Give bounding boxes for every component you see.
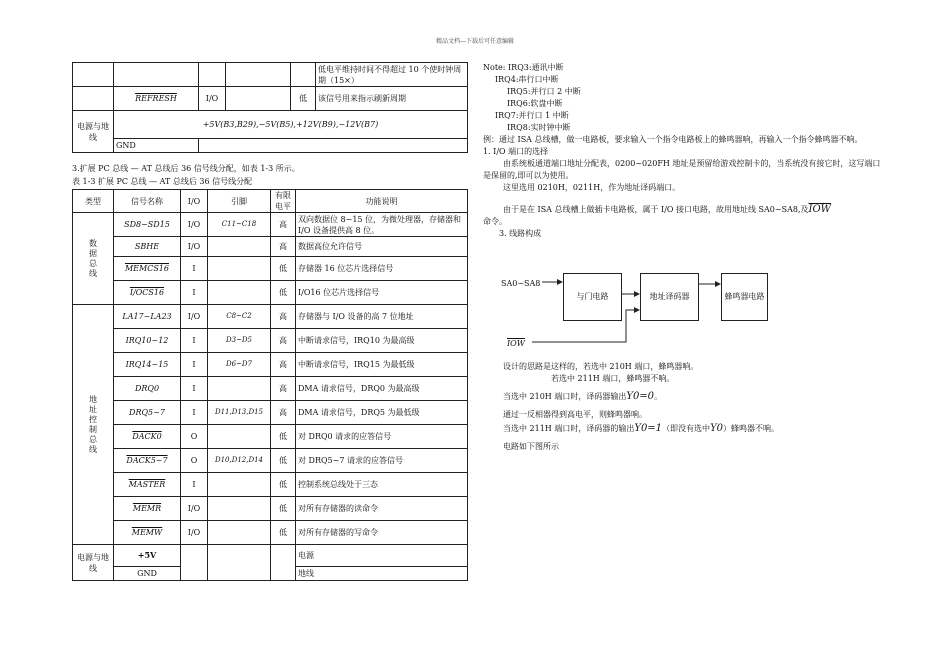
- signal-io: I/O: [181, 237, 208, 257]
- table-row: [73, 237, 468, 257]
- table-row: [73, 377, 468, 401]
- signal-pin: [208, 237, 271, 257]
- table-row: [73, 329, 468, 353]
- table-row: [73, 305, 468, 329]
- signal-desc: 数据高位允许信号: [296, 237, 468, 257]
- signal-io: I: [181, 473, 208, 497]
- signal-desc: 对所有存储器的读命令: [296, 497, 468, 521]
- signal-desc: 存储器 16 位芯片选择信号: [296, 257, 468, 281]
- signal-level: 低: [271, 521, 296, 545]
- design-6: 电路如下图所示: [503, 442, 559, 451]
- sig-gnd: GND: [114, 567, 181, 581]
- group-power: 电源与地线: [73, 545, 114, 581]
- signal-level: 高: [271, 377, 296, 401]
- signal-io: O: [181, 425, 208, 449]
- note-irq7: IRQ7:并行口 1 中断: [495, 111, 569, 120]
- signal-io: I: [181, 329, 208, 353]
- signal-io: I: [181, 401, 208, 425]
- signal-level: 低: [271, 257, 296, 281]
- signal-pin: D10,D12,D14: [208, 449, 271, 473]
- signal-level: 低: [271, 425, 296, 449]
- desc-gnd: 地线: [296, 567, 468, 581]
- y0-ref: Y0: [710, 423, 724, 434]
- th-signal: 信号名称: [114, 190, 181, 213]
- signal-level: 低: [271, 281, 296, 305]
- signal-level: 高: [271, 305, 296, 329]
- signal-desc: 对 DRQ0 请求的应答信号: [296, 425, 468, 449]
- table-row: [73, 521, 468, 545]
- signal-level: 高: [271, 329, 296, 353]
- signal-io: I/O: [181, 305, 208, 329]
- table-row: [73, 281, 468, 305]
- design-5-end: ）蜂鸣器不响。: [723, 424, 780, 433]
- section-3-circuit: 3. 线路构成: [499, 229, 542, 238]
- signal-name: MASTER: [114, 473, 181, 497]
- table-row: [73, 213, 468, 237]
- section-1-title: 1. I/O 端口的选择: [483, 147, 549, 156]
- signal-name: DACK5~7: [114, 449, 181, 473]
- signal-desc: 双向数据位 8~15 位，为微处理器，存储器和 I/O 设备提供高 8 位。: [296, 213, 468, 237]
- design-description: [503, 361, 893, 453]
- signal-desc: 中断请求信号，IRQ15 为最低级: [296, 353, 468, 377]
- table-row: [73, 353, 468, 377]
- section-3-title: 3.扩展 PC 总线 — AT 总线后 36 信号线分配，如表 1-3 所示。: [72, 164, 300, 173]
- signal-pin: [208, 377, 271, 401]
- top-table: [72, 62, 468, 153]
- signal-io: I: [181, 257, 208, 281]
- signal-desc: 控制系统总线处于三态: [296, 473, 468, 497]
- signal-io: I: [181, 377, 208, 401]
- signal-io: I/O: [181, 497, 208, 521]
- note-irq3: Note: IRQ3:通讯中断: [483, 63, 564, 72]
- signal-io: I: [181, 281, 208, 305]
- para-3: 由于是在 ISA 总线槽上做插卡电路板，属于 I/O 接口电路，故用地址线 SA0~SA8,及: [503, 205, 809, 214]
- th-io: I/O: [181, 190, 208, 213]
- signal-level: 高: [271, 401, 296, 425]
- io-cell: I/O: [199, 87, 226, 111]
- signal-pin: [208, 497, 271, 521]
- power-label: 电源与地线: [73, 111, 114, 153]
- signal-pin: [208, 521, 271, 545]
- signal-pin: [208, 281, 271, 305]
- table-row: [73, 257, 468, 281]
- page-header: 精品文档---下载后可任意编辑: [435, 38, 515, 45]
- signal-pin: C8~C2: [208, 305, 271, 329]
- th-level: 有限电平: [271, 190, 296, 213]
- diagram-iow-label: $\overline{IOW}$: [507, 339, 525, 348]
- y0-eq-0: Y0=0: [626, 391, 655, 402]
- signal-name: SBHE: [114, 237, 181, 257]
- th-desc: 功能说明: [296, 190, 468, 213]
- signal-refresh: REFRESH: [114, 87, 199, 111]
- signal-name: IRQ14~15: [114, 353, 181, 377]
- signal-pin: D11,D13,D15: [208, 401, 271, 425]
- para-3-tail: 命令。: [483, 217, 507, 226]
- signal-table: [72, 189, 468, 581]
- th-pin: 引脚: [208, 190, 271, 213]
- table-row: [73, 473, 468, 497]
- note-irq5: IRQ5:并行口 2 中断: [507, 87, 581, 96]
- desc-power: 电源: [296, 545, 468, 567]
- design-3-end: 。: [654, 392, 663, 401]
- signal-io: I: [181, 353, 208, 377]
- signal-level: 高: [271, 353, 296, 377]
- signal-name: MEMR: [114, 497, 181, 521]
- example-text: 例：通过 ISA 总线槽，做一电路板，要求输入一个指令电路板上的蜂鸣器响，再输入一个指令蜂鸣器不响。: [483, 135, 863, 144]
- y0-eq-1: Y0=1: [634, 423, 663, 434]
- design-4: 通过一反相器得到高电平，则蜂鸣器响。: [503, 410, 647, 419]
- signal-desc: DMA 请求信号，DRQ5 为最低级: [296, 401, 468, 425]
- signal-pin: [208, 473, 271, 497]
- signal-io: I/O: [181, 213, 208, 237]
- signal-name: SD8~SD15: [114, 213, 181, 237]
- table-row: [73, 497, 468, 521]
- signal-desc: 对 DRQ5~7 请求的应答信号: [296, 449, 468, 473]
- design-1: 设计的思路是这样的，若选中 210H 端口，蜂鸣器响。: [503, 362, 699, 371]
- signal-pin: D3~D5: [208, 329, 271, 353]
- diagram-input-label: SA0~SA8: [501, 279, 541, 288]
- power-value: +5V(B3,B29),−5V(B5),+12V(B9),−12V(B7): [114, 111, 468, 139]
- signal-desc: 存储器与 I/O 设备的高 7 位地址: [296, 305, 468, 329]
- para-1: 由系统板通道端口地址分配表，0200~020FH 地址是预留给游戏控制卡的，当系统没有接它时，这写端口是保留的,即可以为使用。: [483, 159, 881, 180]
- table-row: [73, 401, 468, 425]
- signal-name: DACK0: [114, 425, 181, 449]
- design-5: 当选中 211H 端口时，译码器的输出: [503, 424, 635, 433]
- signal-name: DRQ5~7: [114, 401, 181, 425]
- signal-pin: [208, 257, 271, 281]
- gnd-cell: GND: [114, 139, 199, 153]
- table-caption: 表 1-3 扩展 PC 总线 — AT 总线后 36 信号线分配: [72, 177, 253, 186]
- signal-desc: DMA 请求信号，DRQ0 为最高级: [296, 377, 468, 401]
- desc-cell: 该信号用来指示刷新周期: [316, 87, 468, 111]
- refresh-desc-cont: 低电平维持时间不得超过 10 个使时钟周期（15×）: [316, 63, 468, 87]
- signal-pin: [208, 425, 271, 449]
- sig-5v: +5V: [114, 545, 181, 567]
- and-gate-box: 与门电路: [563, 273, 622, 321]
- design-5-mid: （即没有选中: [662, 424, 711, 433]
- signal-level: 高: [271, 237, 296, 257]
- signal-name: MEMCS16: [114, 257, 181, 281]
- note-irq8: IRQ8:实时钟中断: [507, 123, 571, 132]
- note-irq6: IRQ6:软盘中断: [507, 99, 563, 108]
- group-data-bus: 数据总线: [73, 213, 114, 305]
- right-column: [483, 62, 883, 240]
- signal-name: IRQ10~12: [114, 329, 181, 353]
- level-cell: 低: [291, 87, 316, 111]
- signal-desc: I/O16 位芯片选择信号: [296, 281, 468, 305]
- signal-name: I/OCS16: [114, 281, 181, 305]
- signal-level: 高: [271, 213, 296, 237]
- signal-io: O: [181, 449, 208, 473]
- diagram-wires: [530, 270, 780, 350]
- signal-name: MEMW: [114, 521, 181, 545]
- th-type: 类型: [73, 190, 114, 213]
- signal-name: DRQ0: [114, 377, 181, 401]
- table-row: [73, 425, 468, 449]
- signal-level: 低: [271, 473, 296, 497]
- group-addr-ctrl-bus: 地址控制总线: [73, 305, 114, 545]
- table-row: [73, 449, 468, 473]
- table-header-row: [73, 190, 468, 213]
- signal-desc: 中断请求信号，IRQ10 为最高级: [296, 329, 468, 353]
- signal-level: 低: [271, 449, 296, 473]
- design-3: 当选中 210H 端口时，译码器输出: [503, 392, 627, 401]
- signal-io: I/O: [181, 521, 208, 545]
- iow-signal: $\overline{IOW}$: [808, 204, 831, 215]
- signal-pin: D6~D7: [208, 353, 271, 377]
- signal-desc: 对所有存储器的写命令: [296, 521, 468, 545]
- design-2: 若选中 211H 端口，蜂鸣器不响。: [551, 374, 675, 383]
- buzzer-box: 蜂鸣器电路: [721, 273, 768, 321]
- signal-name: LA17~LA23: [114, 305, 181, 329]
- note-irq4: IRQ4:串行口中断: [495, 75, 559, 84]
- signal-pin: C11~C18: [208, 213, 271, 237]
- signal-level: 低: [271, 497, 296, 521]
- wire-iow: [532, 310, 639, 342]
- para-2: 这里选用 0210H，0211H，作为地址译码端口。: [503, 183, 681, 192]
- decoder-box: 地址译码器: [640, 273, 699, 321]
